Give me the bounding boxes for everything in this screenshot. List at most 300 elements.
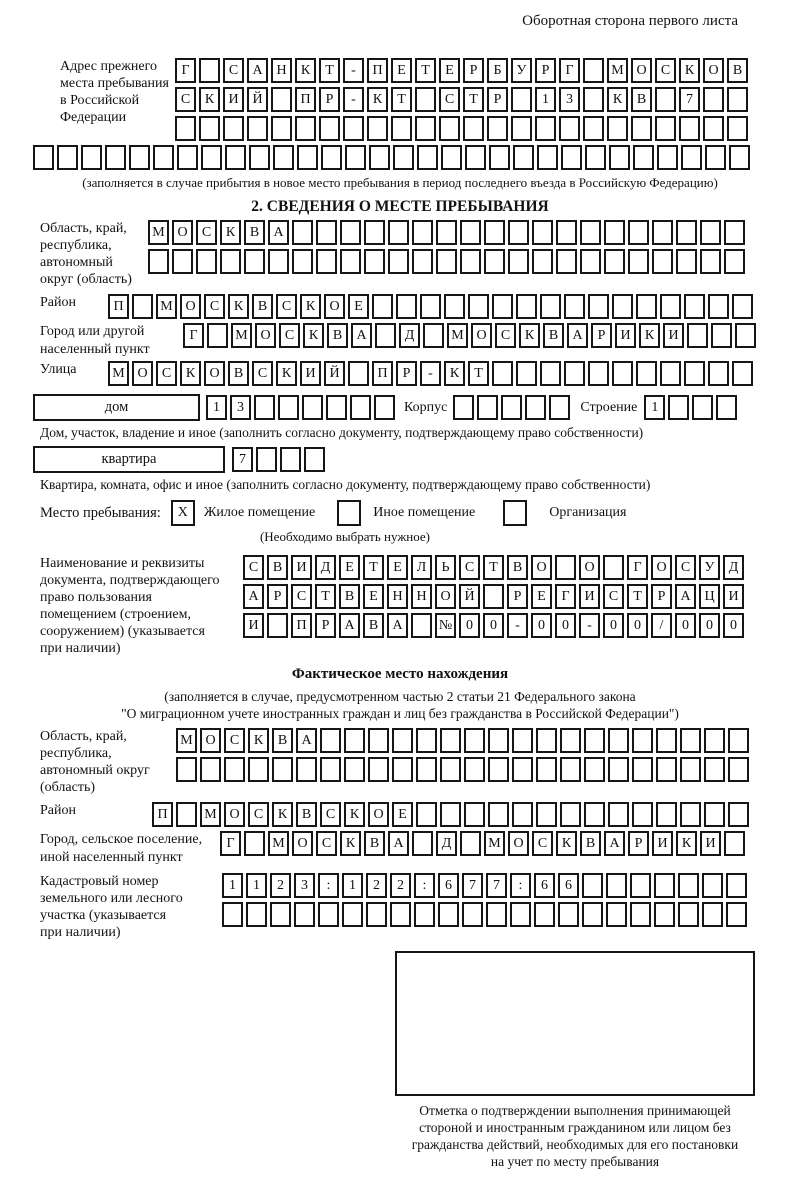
char-cell[interactable] [726,902,747,927]
char-cell[interactable] [540,361,561,386]
char-cell[interactable] [585,145,606,170]
kvartira-box[interactable]: квартира [33,446,225,473]
char-cell[interactable] [584,802,605,827]
char-cell[interactable] [603,555,624,580]
char-cell[interactable]: О [471,323,492,348]
char-cell[interactable]: Г [220,831,241,856]
char-cell[interactable]: В [339,584,360,609]
char-cell[interactable] [270,902,291,927]
char-cell[interactable] [320,728,341,753]
char-cell[interactable]: В [272,728,293,753]
char-cell[interactable] [392,757,413,782]
char-cell[interactable] [655,116,676,141]
char-cell[interactable]: С [316,831,337,856]
char-cell[interactable]: В [543,323,564,348]
char-cell[interactable]: О [200,728,221,753]
char-cell[interactable]: М [148,220,169,245]
char-cell[interactable]: А [268,220,289,245]
char-cell[interactable] [708,361,729,386]
char-cell[interactable]: К [295,58,316,83]
char-cell[interactable] [33,145,54,170]
char-cell[interactable]: О [703,58,724,83]
char-cell[interactable]: Н [387,584,408,609]
char-cell[interactable] [516,361,537,386]
char-cell[interactable]: С [224,728,245,753]
char-cell[interactable] [464,802,485,827]
char-cell[interactable]: : [414,873,435,898]
char-cell[interactable] [633,145,654,170]
char-cell[interactable] [487,116,508,141]
char-cell[interactable]: - [343,87,364,112]
char-cell[interactable] [423,323,444,348]
char-cell[interactable]: Т [363,555,384,580]
char-cell[interactable] [511,116,532,141]
char-cell[interactable] [436,220,457,245]
char-cell[interactable] [464,728,485,753]
char-cell[interactable] [246,902,267,927]
char-cell[interactable]: М [268,831,289,856]
char-cell[interactable]: М [108,361,129,386]
char-cell[interactable] [222,902,243,927]
char-cell[interactable] [321,145,342,170]
char-cell[interactable]: Ц [699,584,720,609]
char-cell[interactable]: 0 [531,613,552,638]
char-cell[interactable] [254,395,275,420]
char-cell[interactable] [580,249,601,274]
char-cell[interactable] [583,87,604,112]
char-cell[interactable] [302,395,323,420]
char-cell[interactable] [604,220,625,245]
char-cell[interactable] [372,294,393,319]
char-cell[interactable]: М [200,802,221,827]
char-cell[interactable] [320,757,341,782]
char-cell[interactable]: К [367,87,388,112]
char-cell[interactable] [684,361,705,386]
char-cell[interactable] [636,294,657,319]
char-cell[interactable]: И [223,87,244,112]
char-cell[interactable] [297,145,318,170]
char-cell[interactable]: И [243,613,264,638]
org-checkbox[interactable] [503,500,527,526]
char-cell[interactable]: К [272,802,293,827]
char-cell[interactable] [540,294,561,319]
char-cell[interactable] [680,728,701,753]
char-cell[interactable]: О [224,802,245,827]
char-cell[interactable]: О [531,555,552,580]
char-cell[interactable] [702,902,723,927]
char-cell[interactable]: В [267,555,288,580]
char-cell[interactable] [489,145,510,170]
char-cell[interactable]: 7 [486,873,507,898]
char-cell[interactable]: В [631,87,652,112]
char-cell[interactable] [704,757,725,782]
char-cell[interactable] [444,294,465,319]
char-cell[interactable] [558,902,579,927]
char-cell[interactable]: С [175,87,196,112]
char-cell[interactable]: П [291,613,312,638]
char-cell[interactable] [477,395,498,420]
char-cell[interactable] [369,145,390,170]
char-cell[interactable]: К [180,361,201,386]
char-cell[interactable]: Е [391,58,412,83]
char-cell[interactable] [468,294,489,319]
char-cell[interactable]: К [220,220,241,245]
char-cell[interactable] [436,249,457,274]
char-cell[interactable]: У [511,58,532,83]
char-cell[interactable] [728,802,749,827]
char-cell[interactable] [268,249,289,274]
char-cell[interactable] [724,831,745,856]
char-cell[interactable]: К [519,323,540,348]
char-cell[interactable] [388,249,409,274]
char-cell[interactable] [367,116,388,141]
char-cell[interactable] [632,757,653,782]
char-cell[interactable]: С [291,584,312,609]
char-cell[interactable]: Р [487,87,508,112]
char-cell[interactable] [631,116,652,141]
char-cell[interactable]: Ь [435,555,456,580]
char-cell[interactable] [654,902,675,927]
char-cell[interactable] [632,728,653,753]
char-cell[interactable] [727,116,748,141]
char-cell[interactable]: В [727,58,748,83]
char-cell[interactable]: Р [651,584,672,609]
char-cell[interactable]: Р [463,58,484,83]
char-cell[interactable] [560,802,581,827]
char-cell[interactable]: 6 [558,873,579,898]
char-cell[interactable] [676,220,697,245]
char-cell[interactable] [628,249,649,274]
char-cell[interactable]: Т [627,584,648,609]
char-cell[interactable] [560,728,581,753]
char-cell[interactable]: Г [555,584,576,609]
char-cell[interactable]: 2 [390,873,411,898]
char-cell[interactable] [555,555,576,580]
char-cell[interactable]: Е [531,584,552,609]
char-cell[interactable] [608,757,629,782]
char-cell[interactable] [652,249,673,274]
char-cell[interactable]: Р [396,361,417,386]
char-cell[interactable]: И [291,555,312,580]
zhiloe-checkbox[interactable]: X [171,500,195,526]
char-cell[interactable]: О [368,802,389,827]
char-cell[interactable]: И [300,361,321,386]
char-cell[interactable] [247,116,268,141]
char-cell[interactable] [364,249,385,274]
char-cell[interactable] [632,802,653,827]
char-cell[interactable] [608,802,629,827]
char-cell[interactable] [508,220,529,245]
char-cell[interactable] [512,757,533,782]
char-cell[interactable]: Е [392,802,413,827]
char-cell[interactable] [244,831,265,856]
char-cell[interactable] [460,831,481,856]
char-cell[interactable]: 7 [462,873,483,898]
char-cell[interactable]: С [655,58,676,83]
char-cell[interactable] [484,249,505,274]
char-cell[interactable]: О [180,294,201,319]
char-cell[interactable]: - [343,58,364,83]
char-cell[interactable] [584,757,605,782]
char-cell[interactable] [224,757,245,782]
char-cell[interactable] [708,294,729,319]
char-cell[interactable]: М [447,323,468,348]
char-cell[interactable] [388,220,409,245]
char-cell[interactable] [417,145,438,170]
char-cell[interactable]: Т [483,555,504,580]
char-cell[interactable]: К [607,87,628,112]
char-cell[interactable] [703,87,724,112]
char-cell[interactable]: А [296,728,317,753]
char-cell[interactable] [516,294,537,319]
char-cell[interactable] [177,145,198,170]
char-cell[interactable] [416,802,437,827]
char-cell[interactable] [172,249,193,274]
char-cell[interactable]: Т [391,87,412,112]
char-cell[interactable] [656,802,677,827]
char-cell[interactable] [148,249,169,274]
char-cell[interactable] [272,757,293,782]
char-cell[interactable] [582,873,603,898]
char-cell[interactable]: А [351,323,372,348]
char-cell[interactable] [463,116,484,141]
char-cell[interactable]: С [532,831,553,856]
char-cell[interactable] [492,361,513,386]
char-cell[interactable]: Р [591,323,612,348]
char-cell[interactable] [680,802,701,827]
char-cell[interactable] [249,145,270,170]
char-cell[interactable]: - [420,361,441,386]
char-cell[interactable] [608,728,629,753]
char-cell[interactable]: С [252,361,273,386]
char-cell[interactable] [366,902,387,927]
char-cell[interactable]: Й [459,584,480,609]
char-cell[interactable]: 0 [675,613,696,638]
char-cell[interactable]: О [579,555,600,580]
char-cell[interactable]: - [507,613,528,638]
char-cell[interactable]: 1 [246,873,267,898]
char-cell[interactable]: Г [183,323,204,348]
char-cell[interactable] [368,757,389,782]
char-cell[interactable]: Н [411,584,432,609]
char-cell[interactable] [390,902,411,927]
char-cell[interactable] [560,757,581,782]
char-cell[interactable]: М [156,294,177,319]
char-cell[interactable] [393,145,414,170]
char-cell[interactable] [57,145,78,170]
char-cell[interactable] [488,728,509,753]
char-cell[interactable]: В [364,831,385,856]
char-cell[interactable] [604,249,625,274]
char-cell[interactable] [728,728,749,753]
char-cell[interactable] [199,58,220,83]
char-cell[interactable] [726,873,747,898]
char-cell[interactable] [678,902,699,927]
char-cell[interactable] [416,728,437,753]
char-cell[interactable] [294,902,315,927]
char-cell[interactable] [735,323,756,348]
char-cell[interactable]: В [327,323,348,348]
char-cell[interactable]: / [651,613,672,638]
char-cell[interactable] [636,361,657,386]
char-cell[interactable]: А [604,831,625,856]
char-cell[interactable]: С [439,87,460,112]
char-cell[interactable]: 1 [535,87,556,112]
char-cell[interactable] [176,757,197,782]
char-cell[interactable]: 0 [723,613,744,638]
char-cell[interactable]: А [247,58,268,83]
char-cell[interactable] [549,395,570,420]
char-cell[interactable] [501,395,522,420]
char-cell[interactable]: Т [315,584,336,609]
char-cell[interactable]: К [444,361,465,386]
char-cell[interactable] [704,728,725,753]
char-cell[interactable] [220,249,241,274]
char-cell[interactable]: К [276,361,297,386]
char-cell[interactable]: С [204,294,225,319]
char-cell[interactable] [350,395,371,420]
char-cell[interactable] [460,220,481,245]
char-cell[interactable]: Б [487,58,508,83]
char-cell[interactable]: Г [175,58,196,83]
char-cell[interactable] [415,116,436,141]
char-cell[interactable]: 3 [230,395,251,420]
char-cell[interactable]: О [255,323,276,348]
char-cell[interactable] [440,728,461,753]
char-cell[interactable] [668,395,689,420]
char-cell[interactable]: О [172,220,193,245]
char-cell[interactable]: К [556,831,577,856]
char-cell[interactable] [248,757,269,782]
char-cell[interactable]: О [435,584,456,609]
char-cell[interactable]: Й [247,87,268,112]
char-cell[interactable] [153,145,174,170]
char-cell[interactable] [702,873,723,898]
char-cell[interactable] [687,323,708,348]
char-cell[interactable] [244,249,265,274]
char-cell[interactable] [588,361,609,386]
char-cell[interactable] [510,902,531,927]
char-cell[interactable]: 1 [342,873,363,898]
char-cell[interactable] [561,145,582,170]
char-cell[interactable] [316,249,337,274]
char-cell[interactable] [564,294,585,319]
char-cell[interactable]: С [320,802,341,827]
char-cell[interactable] [326,395,347,420]
char-cell[interactable]: А [675,584,696,609]
char-cell[interactable] [412,249,433,274]
char-cell[interactable]: 0 [603,613,624,638]
char-cell[interactable]: В [244,220,265,245]
char-cell[interactable]: П [367,58,388,83]
char-cell[interactable]: А [243,584,264,609]
char-cell[interactable]: Т [463,87,484,112]
char-cell[interactable]: П [372,361,393,386]
char-cell[interactable] [460,249,481,274]
char-cell[interactable] [564,361,585,386]
char-cell[interactable]: : [318,873,339,898]
char-cell[interactable]: И [579,584,600,609]
char-cell[interactable] [340,220,361,245]
char-cell[interactable]: Р [535,58,556,83]
char-cell[interactable]: О [324,294,345,319]
char-cell[interactable]: 0 [483,613,504,638]
char-cell[interactable]: Л [411,555,432,580]
char-cell[interactable] [319,116,340,141]
char-cell[interactable] [486,902,507,927]
char-cell[interactable] [724,220,745,245]
char-cell[interactable] [256,447,277,472]
char-cell[interactable] [537,145,558,170]
char-cell[interactable] [532,249,553,274]
char-cell[interactable]: К [303,323,324,348]
char-cell[interactable]: Е [339,555,360,580]
char-cell[interactable] [525,395,546,420]
char-cell[interactable] [273,145,294,170]
char-cell[interactable] [318,902,339,927]
char-cell[interactable]: В [580,831,601,856]
char-cell[interactable] [175,116,196,141]
char-cell[interactable] [588,294,609,319]
char-cell[interactable]: К [340,831,361,856]
char-cell[interactable] [439,116,460,141]
char-cell[interactable] [392,728,413,753]
char-cell[interactable]: М [231,323,252,348]
char-cell[interactable] [412,831,433,856]
char-cell[interactable]: О [132,361,153,386]
char-cell[interactable] [655,87,676,112]
char-cell[interactable] [464,757,485,782]
char-cell[interactable] [556,220,577,245]
char-cell[interactable] [607,116,628,141]
char-cell[interactable] [729,145,750,170]
char-cell[interactable] [508,249,529,274]
char-cell[interactable] [488,802,509,827]
char-cell[interactable] [512,728,533,753]
char-cell[interactable] [304,447,325,472]
char-cell[interactable] [513,145,534,170]
char-cell[interactable] [732,294,753,319]
char-cell[interactable]: - [579,613,600,638]
char-cell[interactable]: С [156,361,177,386]
char-cell[interactable]: Р [267,584,288,609]
char-cell[interactable] [705,145,726,170]
char-cell[interactable] [207,323,228,348]
char-cell[interactable]: И [663,323,684,348]
char-cell[interactable]: С [495,323,516,348]
char-cell[interactable] [345,145,366,170]
char-cell[interactable] [414,902,435,927]
char-cell[interactable]: 2 [366,873,387,898]
char-cell[interactable]: 1 [644,395,665,420]
char-cell[interactable] [176,802,197,827]
char-cell[interactable]: 3 [559,87,580,112]
char-cell[interactable] [484,220,505,245]
char-cell[interactable] [536,757,557,782]
char-cell[interactable] [534,902,555,927]
char-cell[interactable]: С [279,323,300,348]
char-cell[interactable]: К [679,58,700,83]
char-cell[interactable]: В [363,613,384,638]
char-cell[interactable] [678,873,699,898]
char-cell[interactable] [453,395,474,420]
char-cell[interactable] [295,116,316,141]
char-cell[interactable] [200,757,221,782]
char-cell[interactable] [681,145,702,170]
char-cell[interactable]: Г [627,555,648,580]
char-cell[interactable]: Т [319,58,340,83]
char-cell[interactable] [559,116,580,141]
